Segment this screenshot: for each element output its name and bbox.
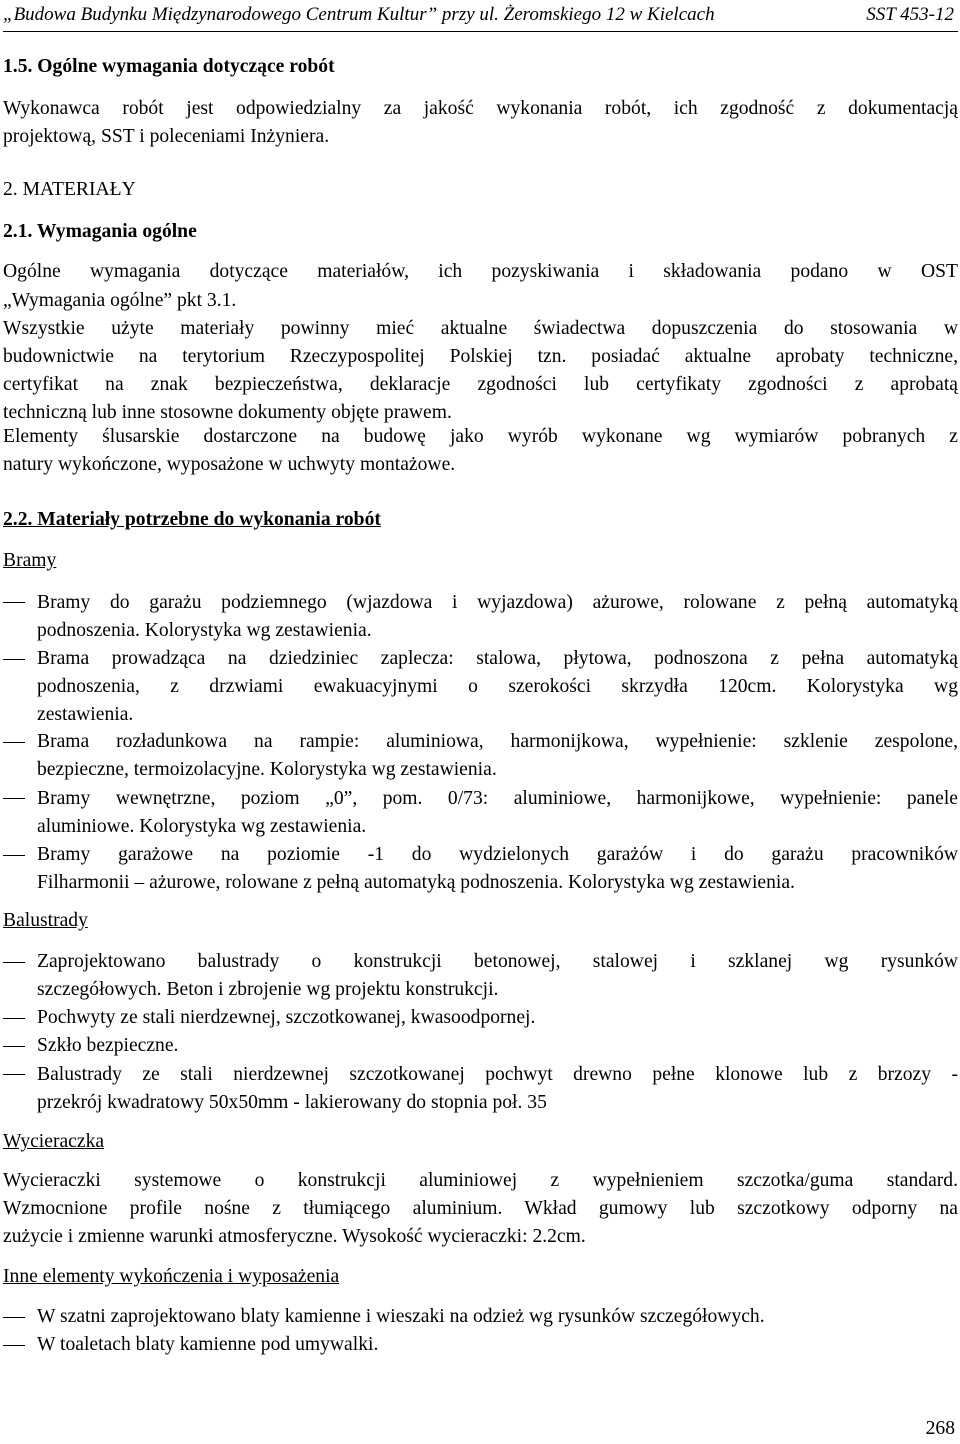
paragraph-line: zużycie i zmienne warunki atmosferyczne. Wysokość wycieraczki: 2.2cm. — [3, 1226, 586, 1247]
list-dash — [3, 1345, 25, 1346]
header-rule — [3, 31, 958, 32]
list-dash — [3, 1046, 25, 1047]
list-item-line: W szatni zaprojektowano blaty kamienne i wieszaki na odzież wg rysunków szczegółowych. — [37, 1306, 765, 1327]
list-item-line: Bramy wewnętrzne, poziom „0”, pom. 0/73: aluminiowe, harmonijkowe, wypełnienie: panele — [37, 788, 958, 809]
list-dash — [3, 962, 25, 963]
paragraph-line: Wykonawca robót jest odpowiedzialny za jakość wykonania robót, ich zgodność z dokumentacją — [3, 98, 958, 119]
paragraph-line: „Wymagania ogólne” pkt 3.1. — [3, 290, 237, 311]
list-item-line: Zaprojektowano balustrady o konstrukcji betonowej, stalowej i szklanej wg rysunków — [37, 951, 958, 972]
subheading-inne: Inne elementy wykończenia i wyposażenia — [3, 1266, 340, 1287]
header-title: „Budowa Budynku Międzynarodowego Centrum Kultur” przy ul. Żeromskiego 12 w Kielcach — [3, 4, 715, 25]
section-heading-2: 2. MATERIAŁY — [3, 179, 136, 200]
list-item-line: Pochwyty ze stali nierdzewnej, szczotkowanej, kwasoodpornej. — [37, 1007, 536, 1028]
list-item-line: Bramy do garażu podziemnego (wjazdowa i wyjazdowa) ażurowe, rolowane z pełną automatyką — [37, 592, 958, 613]
list-item-line: Filharmonii – ażurowe, rolowane z pełną automatyką podnoszenia. Kolorystyka wg zestawienia. — [37, 872, 795, 893]
list-item-line: Balustrady ze stali nierdzewnej szczotkowanej pochwyt drewno pełne klonowe lub z brzozy - — [37, 1064, 958, 1085]
section-heading-1-5: 1.5. Ogólne wymagania dotyczące robót — [3, 56, 335, 77]
paragraph-line: Wszystkie użyte materiały powinny mieć aktualne świadectwa dopuszczenia do stosowania w — [3, 318, 958, 339]
paragraph-line: Wzmocnione profile nośne z tłumiącego aluminium. Wkład gumowy lub szczotkowy odporny na — [3, 1198, 958, 1219]
list-item-line: zestawienia. — [37, 704, 134, 725]
page-header — [3, 4, 958, 28]
paragraph-line: Wycieraczki systemowe o konstrukcji aluminiowej z wypełnieniem szczotka/guma standard. — [3, 1170, 958, 1191]
list-dash — [3, 1074, 25, 1075]
header-code: SST 453-12 — [866, 4, 954, 25]
paragraph-line: certyfikat na znak bezpieczeństwa, deklaracje zgodności lub certyfikaty zgodności z aprobatą — [3, 374, 958, 395]
subheading-bramy: Bramy — [3, 550, 57, 571]
list-dash — [3, 742, 25, 743]
paragraph-line: Ogólne wymagania dotyczące materiałów, ich pozyskiwania i składowania podano w OST — [3, 261, 958, 282]
list-dash — [3, 659, 25, 660]
list-dash — [3, 1317, 25, 1318]
list-item-line: szczegółowych. Beton i zbrojenie wg projektu konstrukcji. — [37, 979, 499, 1000]
paragraph-line: techniczną lub inne stosowne dokumenty objęte prawem. — [3, 402, 452, 423]
list-dash — [3, 855, 25, 856]
list-item-line: Brama prowadząca na dziedziniec zaplecza: stalowa, płytowa, podnoszona z pełna automatyką — [37, 648, 958, 669]
list-item-line: bezpieczne, termoizolacyjne. Kolorystyka wg zestawienia. — [37, 759, 497, 780]
list-item-line: aluminiowe. Kolorystyka wg zestawienia. — [37, 816, 367, 837]
paragraph-line: budownictwie na terytorium Rzeczypospolitej Polskiej tzn. posiadać aktualne aprobaty techniczne, — [3, 346, 958, 367]
list-item-line: podnoszenia. Kolorystyka wg zestawienia. — [37, 620, 372, 641]
list-item-line: Bramy garażowe na poziomie -1 do wydzielonych garażów i do garażu pracowników — [37, 844, 958, 865]
list-dash — [3, 602, 25, 603]
paragraph-line: projektową, SST i poleceniami Inżyniera. — [3, 126, 330, 147]
list-dash — [3, 1018, 25, 1019]
list-dash — [3, 798, 25, 799]
section-heading-2-1: 2.1. Wymagania ogólne — [3, 221, 197, 242]
list-item-line: W toaletach blaty kamienne pod umywalki. — [37, 1334, 379, 1355]
paragraph-line: natury wykończone, wyposażone w uchwyty montażowe. — [3, 454, 456, 475]
paragraph-line: Elementy ślusarskie dostarczone na budowę jako wyrób wykonane wg wymiarów pobranych z — [3, 426, 958, 447]
subheading-balustrady: Balustrady — [3, 910, 88, 931]
list-item-line: przekrój kwadratowy 50x50mm - lakierowany do stopnia poł. 35 — [37, 1092, 547, 1113]
page-number: 268 — [925, 1418, 955, 1439]
list-item-line: podnoszenia, z drzwiami ewakuacyjnymi o szerokości skrzydła 120cm. Kolorystyka wg — [37, 676, 958, 697]
section-heading-2-2: 2.2. Materiały potrzebne do wykonania robót — [3, 509, 381, 530]
list-item-line: Szkło bezpieczne. — [37, 1035, 179, 1056]
list-item-line: Brama rozładunkowa na rampie: aluminiowa, harmonijkowa, wypełnienie: szklenie zespolone, — [37, 731, 958, 752]
subheading-wycieraczka: Wycieraczka — [3, 1131, 105, 1152]
